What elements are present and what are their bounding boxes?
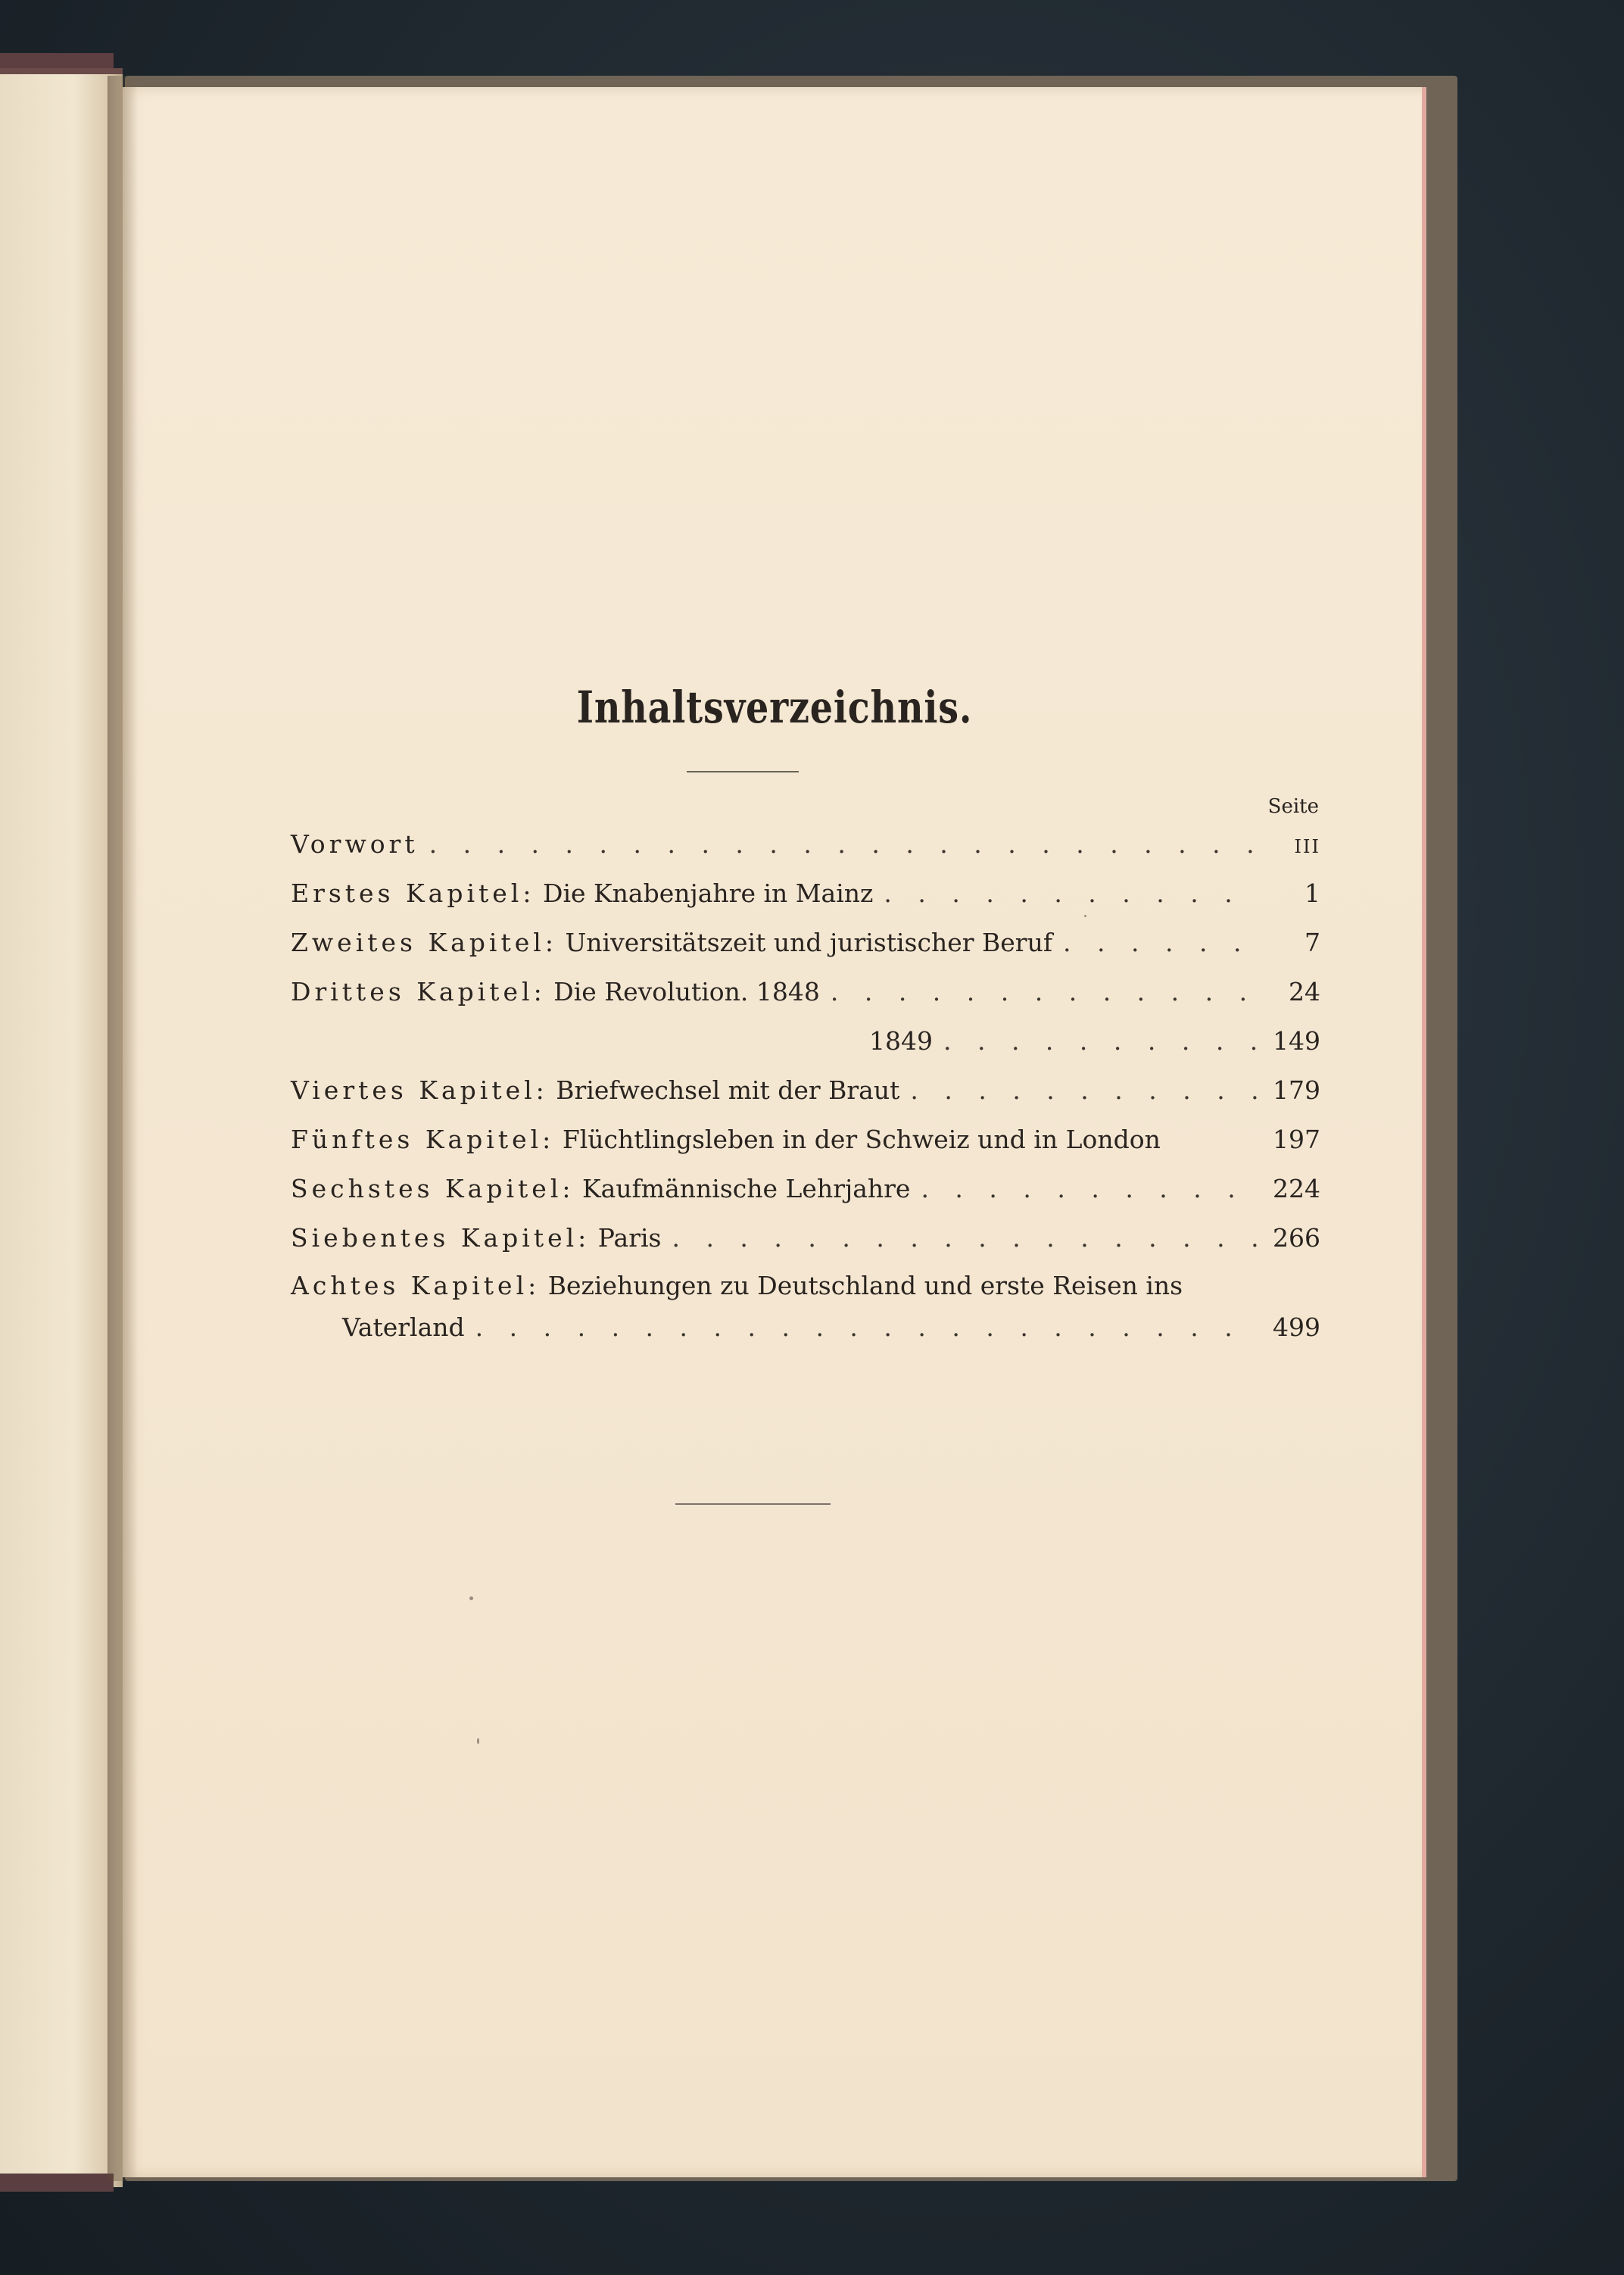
toc-entry-page: 266 [1273,1223,1320,1253]
toc-entry-chapter-6[interactable] [291,1170,1320,1208]
dot-leader [429,825,1257,863]
toc-entry-page: III [1294,836,1320,857]
paper-speck [477,1738,479,1744]
dot-leader [910,1072,1257,1109]
toc-entry-label: Achtes Kapitel: Beziehungen zu Deutschland und erste Reisen ins [291,1271,1183,1300]
left-cover-top-edge [0,53,114,70]
toc-entry-label-continued: Vaterland [342,1312,465,1342]
toc-entry-chapter-3[interactable] [291,973,1320,1011]
toc-entry-page: 179 [1273,1075,1320,1105]
toc-entry-vorwort[interactable] [291,825,1320,863]
toc-entry-label: 1849 [869,1026,933,1056]
toc-entry-label: Drittes Kapitel: Die Revolution. 1848 [291,977,820,1006]
toc-entry-chapter-8[interactable] [291,1267,1320,1305]
toc-entry-chapter-8-continued[interactable] [342,1309,1320,1347]
page-content [123,87,1426,2177]
dot-leader [921,1170,1257,1208]
toc-entry-page: 1 [1304,878,1320,908]
dot-leader [831,973,1257,1011]
dot-leader [672,1219,1257,1257]
toc-entry-page: 24 [1289,977,1320,1006]
dot-leader [943,1022,1257,1060]
toc-entry-chapter-3-part-2[interactable] [869,1022,1320,1060]
toc-entry-label: Vorwort [291,829,419,859]
toc-entry-chapter-2[interactable] [291,924,1320,962]
title-divider [687,771,799,772]
toc-entry-label: Erstes Kapitel: Die Knabenjahre in Mainz [291,878,874,908]
toc-entry-chapter-7[interactable] [291,1219,1320,1257]
toc-entry-chapter-1[interactable] [291,875,1320,913]
toc-entry-chapter-5[interactable] [291,1121,1320,1159]
page-column-header: Seite [1267,795,1319,818]
paper-speck [469,1596,473,1600]
dot-leader [475,1309,1257,1347]
toc-entry-label: Zweites Kapitel: Universitätszeit und juristischer Beruf [291,928,1053,957]
paper-speck [1084,915,1086,917]
end-divider [675,1503,831,1505]
left-cover-bottom-edge [0,2174,114,2192]
page-title: Inhaltsverzeichnis. [576,682,973,733]
toc-entry-label: Viertes Kapitel: Briefwechsel mit der Braut [291,1075,900,1105]
table-of-contents-page [123,87,1426,2177]
toc-entry-chapter-4[interactable] [291,1072,1320,1109]
toc-entry-page: 149 [1273,1026,1320,1056]
toc-entry-label: Siebentes Kapitel: Paris [291,1223,662,1253]
toc-entry-label: Sechstes Kapitel: Kaufmännische Lehrjahre [291,1174,911,1203]
toc-entry-page: 7 [1304,928,1320,957]
page-gutter-shadow [108,76,138,2181]
toc-entry-page: 197 [1273,1125,1320,1154]
toc-entry-page: 224 [1273,1174,1320,1203]
left-page-edge [0,68,123,2187]
toc-entry-label: Fünftes Kapitel: Flüchtlingsleben in der Schweiz und in London [291,1125,1161,1154]
toc-entry-page: 499 [1273,1312,1320,1342]
dot-leader [884,875,1257,913]
dot-leader [1063,924,1257,962]
